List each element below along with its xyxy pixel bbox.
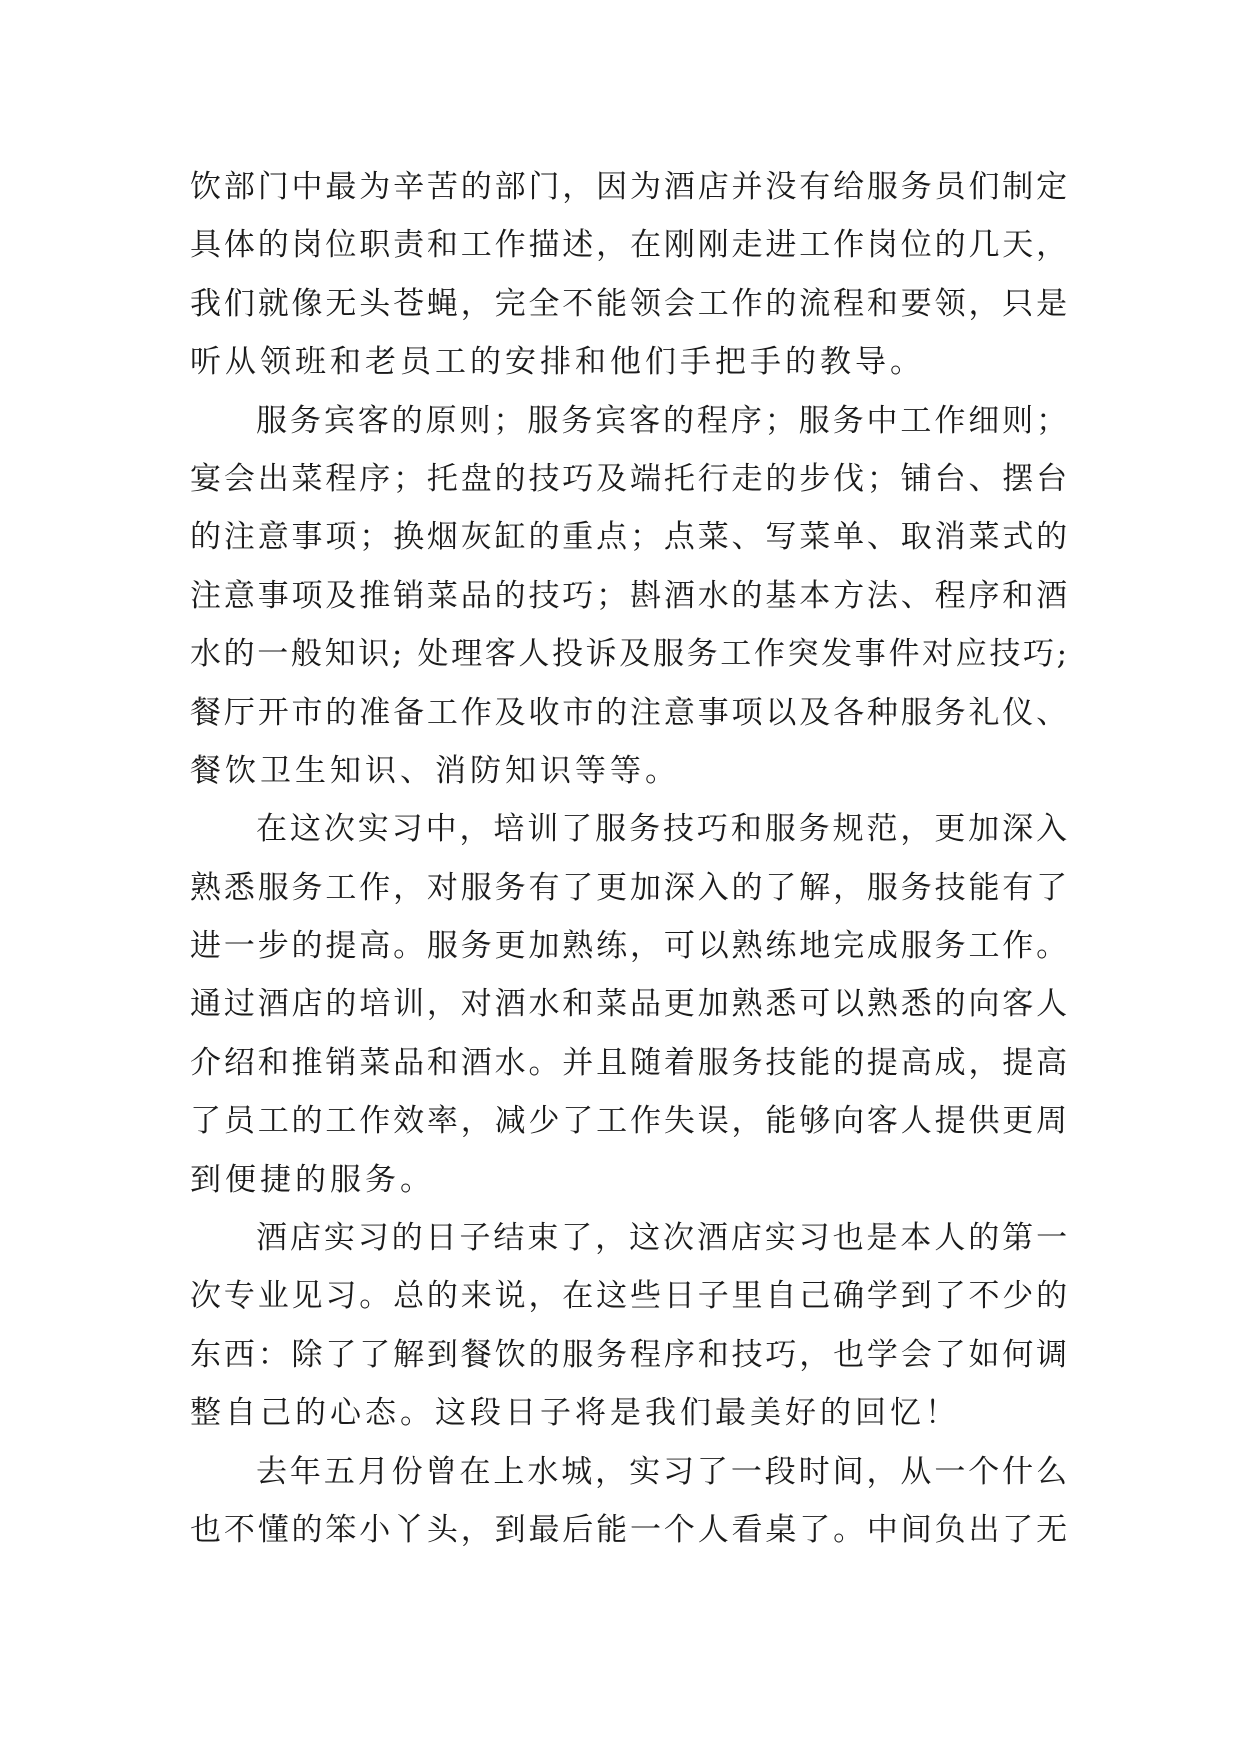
- text-line: 介绍和推销菜品和酒水。并且随着服务技能的提高成，提高: [190, 1044, 1070, 1081]
- text-line: 次专业见习。总的来说，在这些日子里自己确学到了不少的: [190, 1278, 1070, 1315]
- paragraph-first-line: 在这次实习中，培训了服务技巧和服务规范，更加深入: [256, 811, 1070, 848]
- paragraph-first-line: 酒店实习的日子结束了，这次酒店实习也是本人的第一: [256, 1220, 1070, 1257]
- text-line: 的注意事项；换烟灰缸的重点；点菜、写菜单、取消菜式的: [190, 519, 1070, 556]
- text-line: 饮部门中最为辛苦的部门，因为酒店并没有给服务员们制定: [190, 169, 1070, 205]
- text-line: 我们就像无头苍蝇，完全不能领会工作的流程和要领，只是: [190, 285, 1070, 322]
- text-line: 具体的岗位职责和工作描述，在刚刚走进工作岗位的几天，: [190, 227, 1070, 264]
- text-line: 水的一般知识; 处理客人投诉及服务工作突发事件对应技巧;: [190, 636, 1070, 673]
- text-line: 进一步的提高。服务更加熟练，可以熟练地完成服务工作。: [190, 928, 1070, 965]
- text-line: 也不懂的笨小丫头，到最后能一个人看桌了。中间负出了无: [190, 1511, 1070, 1548]
- text-line: 注意事项及推销菜品的技巧；斟酒水的基本方法、程序和酒: [190, 577, 1070, 614]
- text-line: 餐厅开市的准备工作及收市的注意事项以及各种服务礼仪、: [190, 694, 1070, 731]
- text-line: 了员工的工作效率，减少了工作失误，能够向客人提供更周: [190, 1103, 1070, 1140]
- text-line: 餐饮卫生知识、消防知识等等。: [190, 752, 680, 789]
- document-body: [190, 158, 1070, 1559]
- text-line: 东西：除了了解到餐饮的服务程序和技巧，也学会了如何调: [190, 1336, 1070, 1373]
- text-line: 到便捷的服务。: [190, 1161, 435, 1198]
- text-line: 熟悉服务工作，对服务有了更加深入的了解，服务技能有了: [190, 869, 1070, 906]
- text-line: 宴会出菜程序；托盘的技巧及端托行走的步伐；铺台、摆台: [190, 460, 1070, 497]
- paragraph-first-line: 去年五月份曾在上水城，实习了一段时间，从一个什么: [256, 1453, 1070, 1490]
- text-line: 整自己的心态。这段日子将是我们最美好的回忆！: [190, 1395, 960, 1432]
- text-line: 通过酒店的培训，对酒水和菜品更加熟悉可以熟悉的向客人: [190, 986, 1070, 1023]
- paragraph-first-line: 服务宾客的原则；服务宾客的程序；服务中工作细则；: [256, 402, 1070, 439]
- text-line: 听从领班和老员工的安排和他们手把手的教导。: [190, 344, 925, 381]
